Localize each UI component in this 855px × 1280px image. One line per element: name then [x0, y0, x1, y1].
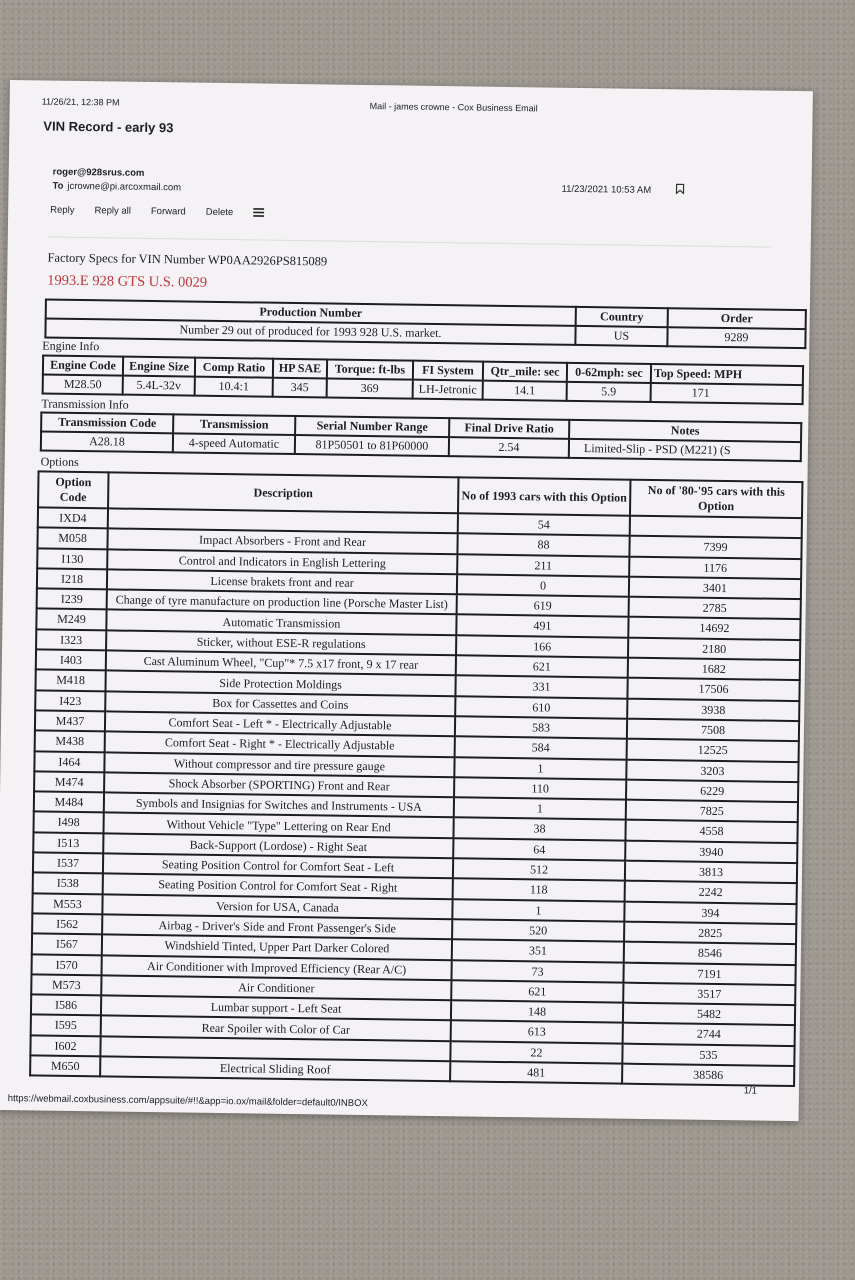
option-code: I567 — [32, 934, 102, 955]
option-description: Side Protection Moldings — [105, 671, 455, 696]
option-count-all: 3203 — [626, 759, 798, 782]
option-count-1993: 73 — [451, 960, 623, 983]
option-count-1993: 1 — [452, 899, 624, 922]
option-count-1993: 583 — [455, 716, 627, 739]
option-description: Control and Indicators in English Lettering — [107, 549, 457, 574]
trans-value-2: 81P50501 to 81P60000 — [295, 435, 449, 456]
engine-value-5: LH-Jetronic — [413, 380, 483, 400]
to-address: jcrowne@pi.arcoxmail.com — [67, 180, 182, 194]
option-count-all: 2744 — [623, 1023, 795, 1046]
option-count-all: 535 — [622, 1043, 794, 1066]
trans-header-2: Serial Number Range — [295, 416, 449, 437]
engine-info-label: Engine Info — [42, 338, 100, 354]
option-code: M573 — [31, 974, 101, 995]
option-code: M438 — [35, 731, 105, 752]
option-count-1993: 619 — [457, 594, 629, 617]
option-code: I130 — [37, 548, 107, 569]
option-code: M418 — [35, 670, 105, 691]
option-description: Air Conditioner — [101, 975, 451, 1000]
printed-page — [0, 80, 813, 1121]
engine-value-1: 5.4L-32v — [123, 376, 195, 396]
option-count-all: 7191 — [623, 962, 795, 985]
option-code: M553 — [32, 893, 102, 914]
option-count-all: 2825 — [624, 922, 796, 945]
engine-header-2: Comp Ratio — [195, 358, 273, 378]
option-count-1993: 613 — [451, 1021, 623, 1044]
trans-header-4: Notes — [569, 420, 801, 442]
engine-header-7: 0-62mph: sec — [567, 363, 651, 383]
option-count-all: 7399 — [629, 536, 801, 559]
option-count-all: 3940 — [625, 840, 797, 863]
option-count-1993: 1 — [454, 757, 626, 780]
option-description: Back-Support (Lordose) - Right Seat — [103, 833, 453, 858]
option-count-1993: 520 — [452, 919, 624, 942]
bookmark-icon[interactable] — [675, 183, 684, 197]
option-count-1993: 512 — [453, 858, 625, 881]
option-count-1993: 621 — [451, 980, 623, 1003]
option-count-1993: 166 — [456, 635, 628, 658]
option-description: Rear Spoiler with Color of Car — [101, 1016, 451, 1041]
option-count-all: 17506 — [627, 678, 799, 701]
engine-table — [42, 354, 804, 405]
delete-button[interactable]: Delete — [205, 206, 234, 219]
option-code: I239 — [37, 589, 107, 610]
option-code: I498 — [34, 812, 104, 833]
country-header: Country — [576, 307, 668, 327]
option-count-1993: 610 — [455, 696, 627, 719]
option-count-1993: 54 — [458, 513, 630, 536]
option-code: I595 — [31, 1015, 101, 1036]
factory-specs-title: Factory Specs for VIN Number WP0AA2926PS815089 — [47, 250, 328, 269]
engine-value-7: 5.9 — [567, 382, 651, 402]
to-label: To — [52, 180, 64, 192]
option-description: Shock Absorber (SPORTING) Front and Rear — [104, 772, 454, 797]
forward-button[interactable]: Forward — [150, 205, 186, 218]
engine-value-3: 345 — [273, 378, 327, 398]
option-code: M437 — [35, 710, 105, 731]
option-count-all: 1176 — [629, 556, 801, 579]
email-date: 11/23/2021 10:53 AM — [561, 183, 652, 196]
option-count-1993: 38 — [453, 818, 625, 841]
option-count-all: 2242 — [625, 881, 797, 904]
trans-value-3: 2.54 — [449, 437, 569, 458]
option-code: I403 — [36, 649, 106, 670]
option-count-1993: 481 — [450, 1061, 622, 1084]
reply-button[interactable]: Reply — [50, 204, 75, 216]
trans-value-4: Limited-Slip - PSD (M221) (S — [569, 439, 801, 461]
trans-header-3: Final Drive Ratio — [449, 418, 569, 439]
option-description: Change of tyre manufacture on production line (Porsche Master List) — [107, 590, 457, 615]
options-label: Options — [40, 454, 79, 469]
option-count-all: 7508 — [627, 719, 799, 742]
page-number: 1/1 — [743, 1085, 758, 1097]
option-description: License brakets front and rear — [107, 569, 457, 594]
option-description: Impact Absorbers - Front and Rear — [107, 529, 457, 554]
option-code: I464 — [34, 751, 104, 772]
option-description: Lumbar support - Left Seat — [101, 995, 451, 1020]
order-header: Order — [668, 308, 806, 329]
divider — [48, 237, 771, 248]
trans-value-0: A28.18 — [41, 431, 173, 452]
option-count-all: 394 — [624, 901, 796, 924]
engine-header-0: Engine Code — [43, 355, 123, 375]
option-code: I538 — [33, 873, 103, 894]
option-count-1993: 491 — [456, 615, 628, 638]
option-description: Windshield Tinted, Upper Part Darker Colored — [102, 935, 452, 960]
engine-value-0: M28.50 — [43, 374, 123, 394]
option-count-all: 6229 — [626, 780, 798, 803]
options-table-body — [30, 507, 802, 1086]
option-code: I562 — [32, 913, 102, 934]
option-code: M249 — [36, 609, 106, 630]
option-code: I570 — [32, 954, 102, 975]
option-count-all: 3938 — [627, 698, 799, 721]
trans-header-1: Transmission — [173, 414, 295, 435]
option-description: Without compressor and tire pressure gauge — [104, 752, 454, 777]
option-count-all: 4558 — [625, 820, 797, 843]
engine-value-2: 10.4:1 — [195, 377, 273, 397]
production-header: Production Number — [46, 300, 576, 326]
option-description: Seating Position Control for Comfort Seat - Right — [103, 874, 453, 899]
option-description: Air Conditioner with Improved Efficiency (Rear A/C) — [102, 955, 452, 980]
option-count-1993: 88 — [457, 534, 629, 557]
option-count-all: 2180 — [628, 637, 800, 660]
options-table — [29, 470, 803, 1087]
option-count-all: 1682 — [628, 658, 800, 681]
option-count-all — [630, 516, 802, 539]
option-count-all: 38586 — [622, 1064, 794, 1087]
option-count-1993: 211 — [457, 554, 629, 577]
option-count-1993: 148 — [451, 1000, 623, 1023]
option-count-all: 8546 — [624, 942, 796, 965]
print-title: Mail - james crowne - Cox Business Email — [369, 101, 538, 114]
option-description: Seating Position Control for Comfort Seat - Left — [103, 853, 453, 878]
engine-header-5: FI System — [413, 361, 483, 381]
option-code: M650 — [30, 1055, 100, 1076]
option-description: Comfort Seat - Right * - Electrically Adjustable — [105, 732, 455, 757]
engine-header-8: Top Speed: MPH — [651, 364, 803, 385]
option-count-1993: 22 — [450, 1041, 622, 1064]
option-code: M058 — [37, 528, 107, 549]
engine-header-3: HP SAE — [273, 359, 327, 379]
option-code: IXD4 — [38, 507, 108, 528]
option-count-all: 3813 — [625, 861, 797, 884]
option-description: Comfort Seat - Left * - Electrically Adjustable — [105, 711, 455, 736]
option-count-all: 14692 — [628, 617, 800, 640]
trans-value-1: 4-speed Automatic — [173, 433, 295, 454]
options-header-1993-count: No of 1993 cars with this Option — [458, 477, 630, 515]
option-count-1993: 621 — [456, 655, 628, 678]
option-count-all: 3401 — [629, 577, 801, 600]
option-count-all: 7825 — [626, 800, 798, 823]
option-count-1993: 118 — [453, 879, 625, 902]
option-description: Sticker, without ESE-R regulations — [106, 630, 456, 655]
engine-header-1: Engine Size — [123, 357, 195, 377]
engine-value-8: 171 — [651, 383, 803, 404]
option-description: Symbols and Insignias for Switches and Instruments - USA — [104, 793, 454, 818]
option-code: I323 — [36, 629, 106, 650]
production-number: Number 29 out of produced for 1993 928 U.S. market. — [45, 319, 575, 345]
option-description: Version for USA, Canada — [102, 894, 452, 919]
country-value: US — [575, 326, 667, 346]
transmission-table — [40, 411, 802, 462]
option-count-all: 2785 — [629, 597, 801, 620]
options-header-code: Option Code — [38, 471, 108, 508]
option-description: Airbag - Driver's Side and Front Passenger's Side — [102, 914, 452, 939]
footer-url: https://webmail.coxbusiness.com/appsuite/#!!&app=io.ox/mail&folder=default0/INBOX — [7, 1093, 368, 1110]
engine-value-6: 14.1 — [483, 381, 567, 401]
reply-all-button[interactable]: Reply all — [94, 205, 131, 217]
email-subject: VIN Record - early 93 — [43, 118, 174, 136]
email-from: roger@928srus.com — [52, 166, 145, 179]
option-code: M484 — [34, 792, 104, 813]
transmission-info-label: Transmission Info — [41, 396, 129, 412]
option-code: I586 — [31, 995, 101, 1016]
production-table — [44, 299, 806, 350]
engine-header-4: Torque: ft-lbs — [327, 359, 413, 379]
option-count-all: 5482 — [623, 1003, 795, 1026]
option-code: I513 — [33, 832, 103, 853]
option-count-all: 12525 — [627, 739, 799, 762]
option-description: Box for Cassettes and Coins — [105, 691, 455, 716]
email-actions — [50, 205, 264, 221]
print-date: 11/26/21, 12:38 PM — [41, 96, 120, 108]
option-count-all: 3517 — [623, 982, 795, 1005]
option-code: I218 — [37, 568, 107, 589]
option-code: I602 — [30, 1035, 100, 1056]
option-count-1993: 110 — [454, 777, 626, 800]
email-to — [52, 181, 181, 194]
option-description: Electrical Sliding Roof — [100, 1056, 450, 1081]
option-code: I423 — [35, 690, 105, 711]
engine-header-6: Qtr_mile: sec — [483, 362, 567, 382]
options-header-description: Description — [108, 472, 458, 513]
order-value: 9289 — [667, 327, 805, 348]
option-code: M474 — [34, 771, 104, 792]
option-count-1993: 0 — [457, 574, 629, 597]
option-count-1993: 351 — [452, 939, 624, 962]
trans-header-0: Transmission Code — [41, 412, 173, 433]
option-description: Cast Aluminum Wheel, "Cup"* 7.5 x17 front, 9 x 17 rear — [106, 650, 456, 675]
model-line: 1993.E 928 GTS U.S. 0029 — [47, 272, 208, 291]
option-count-1993: 64 — [453, 838, 625, 861]
option-count-1993: 584 — [455, 737, 627, 760]
option-description: Without Vehicle "Type" Lettering on Rear End — [103, 813, 453, 838]
option-count-1993: 1 — [454, 797, 626, 820]
option-description: Automatic Transmission — [106, 610, 456, 635]
option-count-1993: 331 — [455, 676, 627, 699]
engine-value-4: 369 — [327, 378, 413, 398]
option-code: I537 — [33, 852, 103, 873]
options-header-all-count: No of '80-'95 cars with this Option — [630, 480, 802, 518]
menu-icon[interactable] — [253, 207, 264, 220]
